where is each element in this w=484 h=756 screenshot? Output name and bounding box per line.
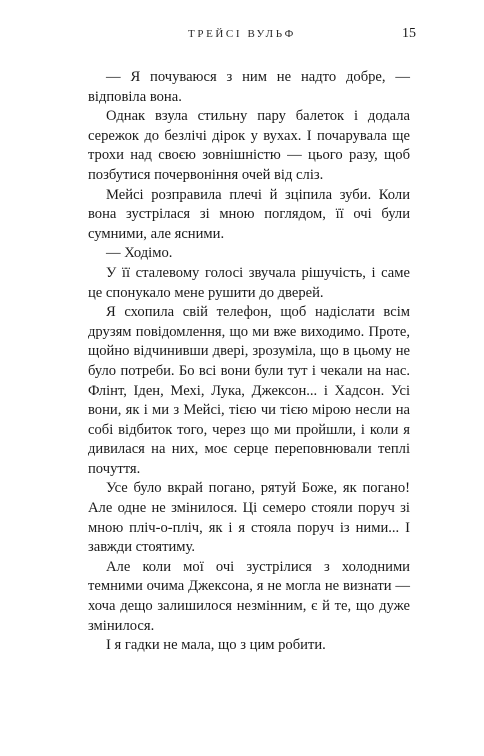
running-head-author: ТРЕЙСІ ВУЛЬФ — [188, 28, 296, 40]
paragraph: — Ходімо. — [106, 245, 173, 262]
paragraph: І я гадки не мала, що з цим робити. — [106, 637, 326, 654]
paragraph: Я схопила свій телефон, щоб надіслати всім друзям повідомлення, що ми вже виходимо. Проте, щойно відчинивши двері, зрозуміла, що в цьому не було потреби. Бо всі вони були тут і чекали на нас. Флінт, Іден, Мехі, Лука, Джексон... і Хадсон. Усі вони, як і ми з Мейсі, тією чи тією мірою несли на собі відбиток того, через що ми пройшли, і коли я дивилася на них, моє серце переповнювали теплі почуття. — [88, 304, 410, 477]
running-head — [0, 26, 484, 46]
page-number: 15 — [402, 26, 416, 41]
paragraph: Мейсі розправила плечі й зціпила зуби. Коли вона зустрілася зі мною поглядом, її очі були сумними, але ясними. — [88, 186, 410, 242]
paragraph: Усе було вкрай погано, рятуй Боже, як погано! Але одне не змінилося. Ці семеро стояли поруч зі мною пліч-о-пліч, як і я стояла поруч із ними... І завжди стоятиму. — [88, 480, 410, 556]
paragraph: — Я почуваюся з ним не надто добре, — відповіла вона. — [88, 69, 410, 105]
paragraph: Однак взула стильну пару балеток і додала сережок до безлічі дірок у вухах. І почарувала ще трохи над своєю зовнішністю — цього разу, щоб позбутися почервоніння очей від сліз. — [88, 108, 410, 183]
paragraph: У її сталевому голосі звучала рішучість, і саме це спонукало мене рушити до дверей. — [88, 264, 410, 301]
body-text — [88, 68, 410, 656]
paragraph: Але коли мої очі зустрілися з холодними темними очима Джексона, я не могла не визнати — хоча дещо залишилося незмінним, є й те, що дуже змінилося. — [88, 558, 410, 634]
